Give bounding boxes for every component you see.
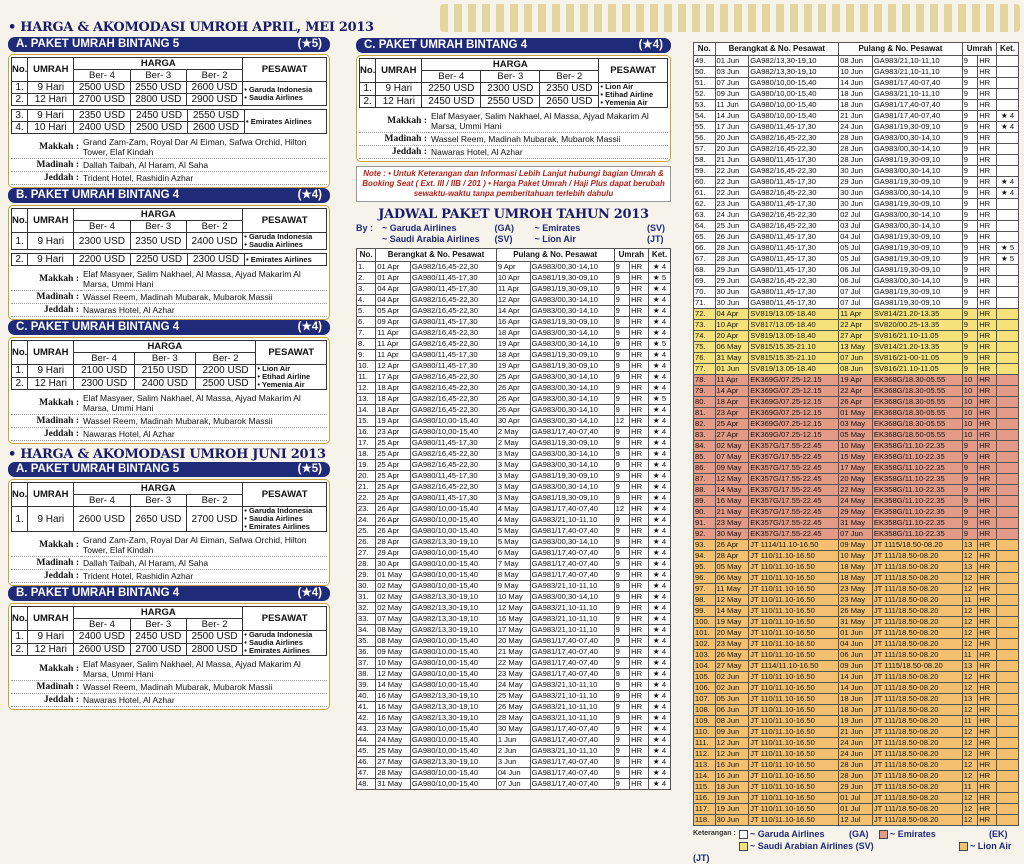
package-left-jun_b — [8, 586, 330, 710]
schedule-row: 87. 12 May EK357G/17.55-22.45 20 May EK358G/11.10-22.35 9 HR — [694, 474, 1019, 485]
schedule-row: 31. 02 May GA982/13,30-19,10 10 May GA983/00,30-14,10 9 HR ★ 4 — [357, 592, 671, 603]
package-title-bar: C. PAKET UMRAH BINTANG 4 (★4) — [8, 320, 330, 335]
hotel-row-makkah: Makkah : Grand Zam-Zam, Royal Dar Al Eiman, Safwa Orchid, Hilton Tower, Elaf Kindah — [11, 136, 327, 159]
schedule-row: 35. 08 May GA980/10,00-15,40 20 May GA981/17,40-07,40 9 HR ★ 4 — [357, 636, 671, 647]
hotel-row-makkah: Makkah : Elaf Masyaer, Salim Nakhael, Al Massa, Ajyad Makarim Al Marsa, Ummi Hani — [11, 268, 327, 291]
airline-cell: • Emirates Airlines — [245, 254, 327, 266]
schedule-row: 111. 12 Jun JT 110/11.10-16.50 24 Jun JT 111/18.50-08.20 12 HR — [694, 738, 1019, 749]
airline-cell: • Garuda Indonesia • Saudia Airlines — [243, 82, 327, 106]
schedule-row: 79. 14 Apr EK369G/07.25-12.15 22 Apr EK368G/18.30-05.55 10 HR — [694, 386, 1019, 397]
header-june: • HARGA & AKOMODASI UMROH JUNI 2013 — [8, 447, 326, 462]
schedule-row: 22. 25 Apr GA980/11,45-17,30 3 May GA981/19,30-09,10 9 HR ★ 4 — [357, 493, 671, 504]
left-column — [8, 0, 374, 710]
package-box — [8, 603, 330, 710]
schedule-row: 56. 20 Jun GA982/16,45-22,30 28 Jun GA983/00,30-14,10 9 HR — [694, 133, 1019, 144]
schedule-row: 27. 29 Apr GA980/10,00-15,40 6 May GA981/17,40-07,40 9 HR ★ 4 — [357, 548, 671, 559]
schedule-row: 100. 19 May JT 110/11.10-16.50 31 May JT 111/18.50-08.20 12 HR — [694, 617, 1019, 628]
schedule-row: 89. 16 May EK357G/17.55-22.45 24 May EK358G/11.10-22.35 9 HR — [694, 496, 1019, 507]
price-row: 2. 12 Hari 2450 USD 2550 USD 2650 USD — [360, 95, 668, 108]
legend: Keterangan : ~ Garuda Airlines (GA) ~ Emirates (EK) ~ Saudi Arabian Airlines (SV) ~ Lion Air (JT) — [693, 828, 1019, 864]
schedule-row: 63. 24 Jun GA982/16,45-22,30 02 Jul GA983/00,30-14,10 9 HR — [694, 210, 1019, 221]
schedule-row: 74. 20 Apr SV819/13.05-18.40 27 Apr SV816/21.10-11.05 9 HR — [694, 331, 1019, 342]
hotel-info — [359, 110, 668, 159]
hotel-row-makkah: Makkah : Grand Zam-Zam, Royal Dar Al Eiman, Safwa Orchid, Hilton Tower, Elaf Kindah — [11, 534, 327, 557]
legend-garuda: ~ Garuda Airlines — [739, 828, 849, 840]
schedule-row: 32. 02 May GA982/13,30-19,10 12 May GA983/21,10-11,10 9 HR ★ 4 — [357, 603, 671, 614]
hotel-info — [11, 136, 327, 185]
schedule-row: 59. 22 Jun GA982/16,45-22,30 30 Jun GA983/00,30-14,10 9 HR — [694, 166, 1019, 177]
price-table: No. UMRAH HARGA PESAWAT Ber- 4 Ber- 3 Ber- 2 1. 9 Hari 2400 USD 2450 USD 2500 USD • Garuda Indonesia • Saudia Airlines • Emirates Airlines 2. 12 Hari 2600 USD 2700 USD 2800 USD — [11, 606, 327, 656]
schedule-row: 105. 02 Jun JT 110/11.10-16.50 14 Jun JT 111/18.50-08.20 12 HR — [694, 672, 1019, 683]
schedule-row: 82. 25 Apr EK369G/07.25-12.15 03 May EK368G/18.30-05.55 10 HR — [694, 419, 1019, 430]
schedule-row: 101. 20 May JT 110/11.10-16.50 01 Jun JT 111/18.50-08.20 12 HR — [694, 628, 1019, 639]
airline-cell: • Garuda Indonesia • Saudia Airlines — [243, 233, 327, 250]
schedule-row: 34. 08 May GA982/13,30-19,10 17 May GA983/21,10-11,10 9 HR ★ 4 — [357, 625, 671, 636]
schedule-row: 115. 18 Jun JT 110/11.10-16.50 29 Jun JT 111/18.50-08.20 11 HR — [694, 782, 1019, 793]
hotel-row-madinah: Madinah : Wassel Reem, Madinah Mubarak, Mubarok Massii — [359, 133, 668, 146]
schedule-row: 107. 05 Jun JT 110/11.10-16.50 18 Jun JT 111/18.50-08.20 13 HR — [694, 694, 1019, 705]
package-box — [8, 337, 330, 444]
schedule-row: 26. 28 Apr GA982/13,30-19,10 5 May GA983/00,30-14,10 9 HR ★ 4 — [357, 537, 671, 548]
schedule-row: 29. 01 May GA980/10,00-15,40 8 May GA981/17,40-07,40 9 HR ★ 4 — [357, 570, 671, 581]
schedule-row: 86. 09 May EK357G/17.55-22.45 17 May EK358G/11.10-22.35 9 HR — [694, 463, 1019, 474]
legend-emirates: ~ Emirates — [879, 828, 989, 840]
price-row: 1. 9 Hari 2600 USD 2650 USD 2700 USD • Garuda Indonesia • Saudia Airlines • Emirates Airlines — [12, 507, 327, 532]
airline-cell: • Lion Air • Etihad Airline • Yemenia Air — [599, 83, 668, 108]
schedule-row: 10. 12 Apr GA980/11,45-17,30 19 Apr GA981/19,30-09,10 9 HR ★ 4 — [357, 361, 671, 372]
schedule-row: 46. 27 May GA982/13,30-19,10 3 Jun GA981/17,40-07,40 9 HR ★ 4 — [357, 757, 671, 768]
schedule-row: 109. 08 Jun JT 110/11.10-16.50 19 Jun JT 111/18.50-08.20 11 HR — [694, 716, 1019, 727]
schedule-row: 6. 09 Apr GA980/11,45-17,30 16 Apr GA981/19,30-09,10 9 HR ★ 4 — [357, 317, 671, 328]
schedule-row: 15. 19 Apr GA980/10,00-15,40 30 Apr GA983/00,30-14,10 12 HR ★ 4 — [357, 416, 671, 427]
schedule-row: 117. 19 Jun JT 110/11.10-16.50 01 Jul JT 111/18.50-08.20 12 HR — [694, 804, 1019, 815]
schedule-row: 55. 17 Jun GA980/11,45-17,30 24 Jun GA981/19,30-09,10 9 HR ★ 4 — [694, 122, 1019, 133]
schedule-row: 118. 30 Jun JT 110/11.10-16.50 12 Jul JT 111/18.50-08.20 12 HR — [694, 815, 1019, 826]
schedule-row: 77. 01 Jun SV819/13.05-18.40 08 Jun SV816/21.10-11.05 9 HR — [694, 364, 1019, 375]
hotel-row-madinah: Madinah : Dallah Taibah, Al Haram, Al Saha — [11, 159, 327, 172]
hotel-row-jeddah: Jeddah : Nawaras Hotel, Al Azhar — [11, 428, 327, 441]
airline-cell: • Garuda Indonesia • Saudia Airlines • Emirates Airlines — [243, 631, 327, 656]
airline-cell: • Lion Air • Etihad Airline • Yemenia Air — [256, 365, 327, 390]
package-title-bar: B. PAKET UMRAH BINTANG 4 (★4) — [8, 188, 330, 203]
price-table-2 — [11, 253, 327, 266]
schedule-row: 94. 28 Apr JT 110/11.10-16.50 10 May JT 111/18.50-08.20 12 HR — [694, 551, 1019, 562]
schedule-row: 20. 25 Apr GA980/11,45-17,30 3 May GA981/19,30-09,10 9 HR ★ 4 — [357, 471, 671, 482]
schedule-row: 49. 01 Jun GA982/13,30-19,10 08 Jun GA983/21,10-11,10 9 HR — [694, 56, 1019, 67]
schedule-row: 41. 16 May GA982/13,30-19,10 26 May GA983/21,10-11,10 9 HR ★ 4 — [357, 702, 671, 713]
price-table: No. UMRAH HARGA PESAWAT Ber- 4 Ber- 3 Ber- 2 1. 9 Hari 2100 USD 2150 USD 2200 USD • Lion Air • Etihad Airline • Yemenia Air 2. 12 Hari 2300 USD 2400 USD 2500 USD — [11, 340, 327, 390]
schedule-row: 48. 31 May GA980/10,00-15,40 07 Jun GA981/17,40-07,40 9 HR ★ 4 — [357, 779, 671, 790]
schedule-row: 75. 06 May SV815/15.35-21.10 13 May SV814/21.20-13.35 9 HR — [694, 342, 1019, 353]
schedule-row: 43. 23 May GA980/10,00-15,40 30 May GA981/17,40-07,40 9 HR ★ 4 — [357, 724, 671, 735]
schedule-row: 24. 26 Apr GA980/10,00-15,40 4 May GA983/21,10-11,10 9 HR ★ 4 — [357, 515, 671, 526]
schedule-row: 97. 11 May JT 110/11.10-16.50 23 May JT 111/18.50-08.20 12 HR — [694, 584, 1019, 595]
hotel-row-jeddah: Jeddah : Nawaras Hotel, Al Azhar — [359, 146, 668, 159]
schedule-row: 103. 26 May JT 110/11.10-16.50 06 Jun JT 111/18.50-08.20 11 HR — [694, 650, 1019, 661]
schedule-row: 114. 16 Jun JT 110/11.10-16.50 28 Jun JT 111/18.50-08.20 12 HR — [694, 771, 1019, 782]
schedule-row: 116. 19 Jun JT 110/11.10-16.50 01 Jul JT 111/18.50-08.20 12 HR — [694, 793, 1019, 804]
schedule-row: 92. 30 May EK357G/17.55-22.45 07 Jun EK358G/11.10-22.35 9 HR — [694, 529, 1019, 540]
price-table: No. UMRAH HARGA PESAWAT Ber- 4 Ber- 3 Ber- 2 1. 9 Hari 2250 USD 2300 USD 2350 USD • Lion Air • Etihad Airline • Yemenia Air 2. 12 Hari 2450 USD 2550 USD 2650 USD — [359, 58, 668, 108]
hotel-row-madinah: Madinah : Wassel Reem, Madinah Mubarak, Mubarok Massii — [11, 415, 327, 428]
package-left-jun_a — [8, 462, 330, 586]
schedule-row: 5. 05 Apr GA982/16,45-22,30 14 Apr GA983/00,30-14,10 9 HR ★ 4 — [357, 306, 671, 317]
schedule-row: 108. 06 Jun JT 110/11.10-16.50 18 Jun JT 111/18.50-08.20 12 HR — [694, 705, 1019, 716]
schedule-row: 18. 25 Apr GA982/16,45-22,30 3 May GA983/00,30-14,10 9 HR ★ 4 — [357, 449, 671, 460]
schedule-row: 23. 26 Apr GA980/10,00-15,40 4 May GA981/17,40-07,40 12 HR ★ 4 — [357, 504, 671, 515]
price-row: 1. 9 Hari 2100 USD 2150 USD 2200 USD • Lion Air • Etihad Airline • Yemenia Air — [12, 365, 327, 378]
schedule-row: 3. 04 Apr GA980/11,45-17,30 11 Apr GA981/19,30-09,10 9 HR ★ 4 — [357, 284, 671, 295]
hotel-row-jeddah: Jeddah : Nawaras Hotel, Al Azhar — [11, 694, 327, 707]
schedule-row: 12. 18 Apr GA982/16,45-22,30 26 Apr GA983/00,30-14,10 9 HR ★ 4 — [357, 383, 671, 394]
package-left-pkg_a — [8, 37, 330, 188]
schedule-row: 51. 07 Jun GA980/10,00-15,40 14 Jun GA981/17,40-07,40 9 HR — [694, 78, 1019, 89]
hotel-row-madinah: Madinah : Wassel Reem, Madinah Mubarak, Mubarok Massii — [11, 681, 327, 694]
schedule-row: 60. 22 Jun GA980/11,45-17,30 29 Jun GA981/19,30-09,10 9 HR ★ 4 — [694, 177, 1019, 188]
hotel-info — [11, 392, 327, 441]
schedule-row: 99. 14 May JT 110/11.10-16.50 26 May JT 111/18.50-08.20 12 HR — [694, 606, 1019, 617]
schedule-row: 95. 05 May JT 110/11.10-16.50 18 May JT 111/18.50-08.20 13 HR — [694, 562, 1019, 573]
hotel-row-madinah: Madinah : Dallah Taibah, Al Haram, Al Saha — [11, 557, 327, 570]
schedule-row: 90. 21 May EK357G/17.55-22.45 29 May EK358G/11.10-22.35 9 HR — [694, 507, 1019, 518]
schedule-row: 88. 14 May EK357G/17.55-22.45 22 May EK358G/11.10-22.35 9 HR — [694, 485, 1019, 496]
note-box: Note : • Untuk Keterangan dan Informasi Lebih Lanjut hubungi bagian Umrah & Booking Seat ( Ext. III / IIB / 201 ) • Harga Paket Umrah / Haji Plus dapat berubah sewaktu-waktu tanpa pemberitahuan terlebih dahulu — [356, 166, 671, 202]
schedule-row: 33. 07 May GA982/13,30-19,10 16 May GA983/21,10-11,10 9 HR ★ 4 — [357, 614, 671, 625]
package-box — [8, 479, 330, 586]
package-mid-pkg_c — [356, 38, 671, 162]
schedule-row: 47. 28 May GA980/10,00-15,40 04 Jun GA981/17,40-07,40 9 HR ★ 4 — [357, 768, 671, 779]
schedule-row: 65. 26 Jun GA980/11,45-17,30 04 Jul GA981/19,30-09,10 9 HR — [694, 232, 1019, 243]
package-title-bar: A. PAKET UMRAH BINTANG 5 (★5) — [8, 462, 330, 477]
schedule-row: 112. 12 Jun JT 110/11.10-16.50 24 Jun JT 111/18.50-08.20 12 HR — [694, 749, 1019, 760]
schedule-row: 68. 29 Jun GA980/11,45-17,30 06 Jul GA981/19,30-09,10 9 HR — [694, 265, 1019, 276]
schedule-row: 78. 11 Apr EK369G/07.25-12.15 19 Apr EK368G/18.30-05.55 10 HR — [694, 375, 1019, 386]
hotel-info — [11, 534, 327, 583]
schedule-row: 50. 03 Jun GA982/13,30-19,10 10 Jun GA983/21,10-11,10 9 HR — [694, 67, 1019, 78]
schedule-row: 37. 10 May GA980/10,00-15,40 22 May GA981/17,40-07,40 9 HR ★ 4 — [357, 658, 671, 669]
schedule-row: 36. 09 May GA980/10,00-15,40 21 May GA981/17,40-07,40 9 HR ★ 4 — [357, 647, 671, 658]
schedule-row: 8. 11 Apr GA982/16,45-22,30 19 Apr GA983/00,30-14,10 9 HR ★ 5 — [357, 339, 671, 350]
schedule-row: 104. 27 May JT 1114/11.10-16.50 09 Jun JT 1115/18.50-08.20 13 HR — [694, 661, 1019, 672]
schedule-row: 110. 09 Jun JT 110/11.10-16.50 21 Jun JT 111/18.50-08.20 12 HR — [694, 727, 1019, 738]
schedule-row: 40. 16 May GA982/13,30-19,10 25 May GA983/21,10-11,10 9 HR ★ 4 — [357, 691, 671, 702]
price-row: 3. 9 Hari 2350 USD 2450 USD 2550 USD • Emirates Airlines — [12, 110, 327, 122]
schedule-row: 73. 10 Apr SV817/13.05-18.40 22 Apr SV820/00.25-13.35 9 HR — [694, 320, 1019, 331]
schedule-row: 25. 26 Apr GA980/10,00-15,40 5 May GA981/17,40-07,40 9 HR ★ 4 — [357, 526, 671, 537]
price-row: 2. 12 Hari 2700 USD 2800 USD 2900 USD — [12, 94, 327, 106]
package-box — [8, 54, 330, 188]
hotel-info — [11, 658, 327, 707]
schedule-row: 83. 27 Apr EK369G/07.25-12.15 05 May EK368G/18.50-05.55 10 HR — [694, 430, 1019, 441]
schedule-row: 4. 04 Apr GA982/16,45-22,30 12 Apr GA983/00,30-14,10 9 HR ★ 4 — [357, 295, 671, 306]
schedule-row: 16. 23 Apr GA980/10,00-15,40 2 May GA981/17,40-07,40 9 HR ★ 4 — [357, 427, 671, 438]
schedule-title: JADWAL PAKET UMROH TAHUN 2013 — [378, 207, 649, 222]
airline-cell: • Emirates Airlines — [245, 110, 327, 134]
schedule-row: 81. 23 Apr EK369G/07.25-12.15 01 May EK368G/18.30-05.55 10 HR — [694, 408, 1019, 419]
schedule-row: 102. 23 May JT 110/11.10-16.50 04 Jun JT 111/18.50-08.20 12 HR — [694, 639, 1019, 650]
airline-cell: • Garuda Indonesia • Saudia Airlines • Emirates Airlines — [243, 507, 327, 532]
schedule-row: 54. 14 Jun GA980/10,00-15,40 21 Jun GA981/17,40-07,40 9 HR ★ 4 — [694, 111, 1019, 122]
price-table-2 — [11, 109, 327, 134]
price-row: 4. 10 Hari 2400 USD 2500 USD 2600 USD — [12, 122, 327, 134]
schedule-row: 52. 09 Jun GA980/10,00-15,40 18 Jun GA983/21,10-11,10 9 HR — [694, 89, 1019, 100]
schedule-row: 13. 18 Apr GA982/16,45-22,30 26 Apr GA983/00,30-14,10 9 HR ★ 5 — [357, 394, 671, 405]
price-table: No. UMRAH HARGA PESAWAT Ber- 4 Ber- 3 Ber- 2 1. 9 Hari 2600 USD 2650 USD 2700 USD • Garuda Indonesia • Saudia Airlines • Emirates Airlines — [11, 482, 327, 532]
carrier-list: By : ~ Garuda Airlines (GA) ~ Emirates (SV) ~ Saudi Arabia Airlines (SV) ~ Lion Air (JT) — [356, 223, 665, 244]
schedule-row: 91. 23 May EK357G/17.55-22.45 31 May EK358G/11.10-22.35 9 HR — [694, 518, 1019, 529]
hotel-row-jeddah: Jeddah : Trident Hotel, Rashidin Azhar — [11, 172, 327, 185]
schedule-row: 14. 18 Apr GA982/16,45-22,30 26 Apr GA983/00,30-14,10 9 HR ★ 4 — [357, 405, 671, 416]
middle-column — [356, 0, 671, 790]
schedule-row: 84. 02 May EK357G/17.55-22.45 10 May EK358G/11.10-22.35 9 HR — [694, 441, 1019, 452]
package-title-bar: B. PAKET UMRAH BINTANG 4 (★4) — [8, 586, 330, 601]
price-row: 1. 9 Hari 2500 USD 2550 USD 2600 USD • Garuda Indonesia • Saudia Airlines — [12, 82, 327, 94]
legend-lion: ~ Lion Air — [959, 840, 1015, 852]
schedule-row: 98. 12 May JT 110/11.10-16.50 23 May JT 111/18.50-08.20 11 HR — [694, 595, 1019, 606]
package-title-bar: A. PAKET UMRAH BINTANG 5 (★5) — [8, 37, 330, 52]
schedule-row: 67. 28 Jun GA980/11,45-17,30 05 Jul GA981/19,30-09,10 9 HR ★ 5 — [694, 254, 1019, 265]
schedule-table-apr-may: No. Berangkat & No. Pesawat Pulang & No. Pesawat Umrah Ket. 1. 01 Apr GA982/16,45-22,30 9 Apr GA983/00,30-14,10 9 HR ★ 4 2. 01 Apr GA980/11,45-17,30 10 Apr GA981/19,30-09,10 9 HR ★ 5 3. 04 Apr GA980/11,45-17,30 11 Apr GA981/19,30-09,10 9 HR ★ 4 4. 04 Apr GA982/16,45-22,30 12 Apr GA983/00,30-14,10 9 HR ★ 4 5. 05 Apr GA982/16,45-22,30 14 Apr GA983/00,30-14,10 9 HR ★ 4 6. 09 Apr GA980/11,45-17,30 16 Apr GA981/19,30-09,10 9 HR ★ 4 7. 11 Apr GA982/16,45-22,30 18 Apr GA983/00,30-14,10 9 HR ★ 4 8. 11 Apr GA982/16,45-22,30 19 Apr GA983/00,30-14,10 9 HR ★ 5 9. 11 Apr GA980/11,45-17,30 18 Apr GA981/19,30-09,10 9 HR ★ 4 10. 12 Apr GA980/11,45-17,30 19 Apr GA981/19,30-09,10 9 HR ★ 4 11. 17 Apr GA982/16,45-22,30 25 Apr GA983/00,30-14,10 9 HR ★ 4 12. 18 Apr GA982/16,45-22,30 26 Apr GA983/00,30-14,10 9 HR ★ 4 13. 18 Apr GA982/16,45-22,30 26 Apr GA983/00,30-14,10 9 HR ★ 5 14. 18 Apr GA982/16,45-22,30 26 Apr GA983/00,30-14,10 9 HR ★ 4 15. 19 Apr GA980/10,00-15,40 30 Apr GA983/00,30-14,10 12 HR ★ 4 16. 23 Apr GA980/10,00-15,40 2 May GA981/17,40-07,40 9 HR ★ 4 17. 25 Apr GA980/11,45-17,30 2 May GA981/19,30-09,10 9 HR ★ 4 18. 25 Apr GA982/16,45-22,30 3 May GA983/00,30-14,10 9 HR ★ 4 19. 25 Apr GA982/16,45-22,30 3 May GA983/00,30-14,10 9 HR ★ 4 20. 25 Apr GA980/11,45-17,30 3 May GA981/19,30-09,10 9 HR ★ 4 21. 25 Apr GA982/16,45-22,30 3 May GA983/00,30-14,10 9 HR ★ 4 22. 25 Apr GA980/11,45-17,30 3 May GA981/19,30-09,10 9 HR ★ 4 23. 26 Apr GA980/10,00-15,40 4 May GA981/17,40-07,40 12 HR ★ 4 24. 26 Apr GA980/10,00-15,40 4 May GA983/21,10-11,10 9 HR ★ 4 25. 26 Apr GA980/10,00-15,40 5 May GA981/17,40-07,40 9 HR ★ 4 26. 28 Apr GA982/13,30-19,10 5 May GA983/00,30-14,10 9 HR ★ 4 27. 29 Apr GA980/10,00-15,40 6 May GA981/17,40-07,40 9 HR ★ 4 28. 30 Apr GA980/10,00-15,40 7 May GA981/17,40-07,40 9 HR ★ 4 29. 01 May GA980/10,00-15,40 8 May GA981/17,40-07,40 9 HR ★ 4 30. 02 May GA980/10,00-15,40 9 May GA983/21,10-11,10 9 HR ★ 4 31. 02 May GA982/13,30-19,10 10 May GA983/00,30-14,10 9 HR ★ 4 32. 02 May GA982/13,30-19,10 12 May GA983/21,10-11,10 9 HR ★ 4 33. 07 May GA982/13,30-19,10 16 May GA983/21,10-11,10 9 HR ★ 4 34. 08 May GA982/13,30-19,10 17 May GA983/21,10-11,10 9 HR ★ 4 35. 08 May GA980/10,00-15,40 20 May GA981/17,40-07,40 9 HR ★ 4 36. 09 May GA980/10,00-15,40 21 May GA981/17,40-07,40 9 HR ★ 4 37. 10 May GA980/10,00-15,40 22 May GA981/17,40-07,40 9 HR ★ 4 38. 12 May GA980/10,00-15,40 23 May GA981/17,40-07,40 9 HR ★ 4 39. 14 May GA980/10,00-15,40 24 May GA983/21,10-11,10 9 HR ★ 4 40. 16 May GA982/13,30-19,10 25 May GA983/21,10-11,10 9 HR ★ 4 41. 16 May GA982/13,30-19,10 26 May GA983/21,10-11,10 9 HR ★ 4 42. 16 May GA982/13,30-19,10 28 May GA983/21,10-11,10 9 HR ★ 4 43. 23 May GA980/10,00-15,40 30 May GA981/17,40-07,40 9 HR ★ 4 44. 24 May GA980/10,00-15,40 1 Jun GA981/17,40-07,40 9 HR ★ 4 45. 25 May GA980/10,00-15,40 2 Jun GA983/21,10-11,10 9 HR ★ 4 46. 27 May GA982/13,30-19,10 3 Jun GA981/17,40-07,40 9 HR ★ 4 47. 28 May GA980/10,00-15,40 04 Jun GA981/17,40-07,40 9 HR ★ 4 48. 31 May GA980/10,00-15,40 07 Jun GA981/17,40-07,40 9 HR ★ 4 — [356, 248, 671, 790]
schedule-row: 42. 16 May GA982/13,30-19,10 28 May GA983/21,10-11,10 9 HR ★ 4 — [357, 713, 671, 724]
schedule-row: 61. 22 Jun GA982/16,45-22,30 30 Jun GA983/00,30-14,10 9 HR ★ 4 — [694, 188, 1019, 199]
schedule-row: 21. 25 Apr GA982/16,45-22,30 3 May GA983/00,30-14,10 9 HR ★ 4 — [357, 482, 671, 493]
schedule-row: 71. 30 Jun GA980/11,45-17,30 07 Jul GA981/19,30-09,10 9 HR — [694, 298, 1019, 309]
package-left-pkg_b — [8, 188, 330, 320]
schedule-row: 1. 01 Apr GA982/16,45-22,30 9 Apr GA983/00,30-14,10 9 HR ★ 4 — [357, 262, 671, 273]
hotel-info — [11, 268, 327, 317]
schedule-row: 19. 25 Apr GA982/16,45-22,30 3 May GA983/00,30-14,10 9 HR ★ 4 — [357, 460, 671, 471]
schedule-row: 58. 21 Jun GA980/11,45-17,30 28 Jun GA981/19,30-09,10 9 HR — [694, 155, 1019, 166]
schedule-row: 66. 28 Jun GA980/11,45-17,30 05 Jul GA981/19,30-09,10 9 HR ★ 5 — [694, 243, 1019, 254]
schedule-row: 106. 02 Jun JT 110/11.10-16.50 14 Jun JT 111/18.50-08.20 12 HR — [694, 683, 1019, 694]
header-april-may: • HARGA & AKOMODASI UMROH APRIL, MEI 2013 — [8, 20, 374, 35]
schedule-row: 28. 30 Apr GA980/10,00-15,40 7 May GA981/17,40-07,40 9 HR ★ 4 — [357, 559, 671, 570]
schedule-row: 2. 01 Apr GA980/11,45-17,30 10 Apr GA981/19,30-09,10 9 HR ★ 5 — [357, 273, 671, 284]
schedule-table-jun: No. Berangkat & No. Pesawat Pulang & No. Pesawat Umrah Ket. 49. 01 Jun GA982/13,30-19,10 08 Jun GA983/21,10-11,10 9 HR 50. 03 Jun GA982/13,30-19,10 10 Jun GA983/21,10-11,10 9 HR 51. 07 Jun GA980/10,00-15,40 14 Jun GA981/17,40-07,40 9 HR 52. 09 Jun GA980/10,00-15,40 18 Jun GA983/21,10-11,10 9 HR 53. 11 Jun GA980/10,00-15,40 18 Jun GA981/17,40-07,40 9 HR 54. 14 Jun GA980/10,00-15,40 21 Jun GA981/17,40-07,40 9 HR ★ 4 55. 17 Jun GA980/11,45-17,30 24 Jun GA981/19,30-09,10 9 HR ★ 4 56. 20 Jun GA982/16,45-22,30 28 Jun GA983/00,30-14,10 9 HR 57. 20 Jun GA982/16,45-22,30 28 Jun GA983/00,30-14,10 9 HR 58. 21 Jun GA980/11,45-17,30 28 Jun GA981/19,30-09,10 9 HR 59. 22 Jun GA982/16,45-22,30 30 Jun GA983/00,30-14,10 9 HR 60. 22 Jun GA980/11,45-17,30 29 Jun GA981/19,30-09,10 9 HR ★ 4 61. 22 Jun GA982/16,45-22,30 30 Jun GA983/00,30-14,10 9 HR ★ 4 62. 23 Jun GA980/11,45-17,30 30 Jun GA981/19,30-09,10 9 HR 63. 24 Jun GA982/16,45-22,30 02 Jul GA983/00,30-14,10 9 HR 64. 25 Jun GA982/16,45-22,30 03 Jul GA983/00,30-14,10 9 HR 65. 26 Jun GA980/11,45-17,30 04 Jul GA981/19,30-09,10 9 HR 66. 28 Jun GA980/11,45-17,30 05 Jul GA981/19,30-09,10 9 HR ★ 5 67. 28 Jun GA980/11,45-17,30 05 Jul GA981/19,30-09,10 9 HR ★ 5 68. 29 Jun GA980/11,45-17,30 06 Jul GA981/19,30-09,10 9 HR 69. 29 Jun GA982/16,45-22,30 06 Jul GA983/00,30-14,10 9 HR 70. 30 Jun GA980/11,45-17,30 07 Jul GA981/19,30-09,10 9 HR 71. 30 Jun GA980/11,45-17,30 07 Jul GA981/19,30-09,10 9 HR 72. 04 Apr SV819/13.05-18.40 11 Apr SV814/21.20-13.35 9 HR 73. 10 Apr SV817/13.05-18.40 22 Apr SV820/00.25-13.35 9 HR 74. 20 Apr SV819/13.05-18.40 27 Apr SV816/21.10-11.05 9 HR 75. 06 May SV815/15.35-21.10 13 May SV814/21.20-13.35 9 HR 76. 31 May SV815/15.35-21.10 07 Jun SV816/21-00-11.05 9 HR 77. 01 Jun SV819/13.05-18.40 08 Jun SV816/21.10-11.05 9 HR 78. 11 Apr EK369G/07.25-12.15 19 Apr EK368G/18.30-05.55 10 HR 79. 14 Apr EK369G/07.25-12.15 22 Apr EK368G/18.30-05.55 10 HR 80. 18 Apr EK369G/07.25-12.15 26 Apr EK368G/18.30-05.55 10 HR 81. 23 Apr EK369G/07.25-12.15 01 May EK368G/18.30-05.55 10 HR 82. 25 Apr EK369G/07.25-12.15 03 May EK368G/18.30-05.55 10 HR 83. 27 Apr EK369G/07.25-12.15 05 May EK368G/18.50-05.55 10 HR 84. 02 May EK357G/17.55-22.45 10 May EK358G/11.10-22.35 9 HR 85. 07 May EK357G/17.55-22.45 15 May EK358G/11.10-22.35 9 HR 86. 09 May EK357G/17.55-22.45 17 May EK358G/11.10-22.35 9 HR 87. 12 May EK357G/17.55-22.45 20 May EK358G/11.10-22.35 9 HR 88. 14 May EK357G/17.55-22.45 22 May EK358G/11.10-22.35 9 HR 89. 16 May EK357G/17.55-22.45 24 May EK358G/11.10-22.35 9 HR 90. 21 May EK357G/17.55-22.45 29 May EK358G/11.10-22.35 9 HR 91. 23 May EK357G/17.55-22.45 31 May EK358G/11.10-22.35 9 HR 92. 30 May EK357G/17.55-22.45 07 Jun EK358G/11.10-22.35 9 HR 93. 26 Apr JT 1114/11.10-16.50 09 May JT 1115/18.50-08.20 13 HR 94. 28 Apr JT 110/11.10-16.50 10 May JT 111/18.50-08.20 12 HR 95. 05 May JT 110/11.10-16.50 18 May JT 111/18.50-08.20 13 HR 96. 06 May JT 110/11.10-16.50 18 May JT 111/18.50-08.20 12 HR 97. 11 May JT 110/11.10-16.50 23 May JT 111/18.50-08.20 12 HR 98. 12 May JT 110/11.10-16.50 23 May JT 111/18.50-08.20 11 HR 99. 14 May JT 110/11.10-16.50 26 May JT 111/18.50-08.20 12 HR 100. 19 May JT 110/11.10-16.50 31 May JT 111/18.50-08.20 12 HR 101. 20 May JT 110/11.10-16.50 01 Jun JT 111/18.50-08.20 12 HR 102. 23 May JT 110/11.10-16.50 04 Jun JT 111/18.50-08.20 12 HR 103. 26 May JT 110/11.10-16.50 06 Jun JT 111/18.50-08.20 11 HR 104. 27 May JT 1114/11.10-16.50 09 Jun JT 1115/18.50-08.20 13 HR 105. 02 Jun JT 110/11.10-16.50 14 Jun JT 111/18.50-08.20 12 HR 106. 02 Jun JT 110/11.10-16.50 14 Jun JT 111/18.50-08.20 12 HR 107. 05 Jun JT 110/11.10-16.50 18 Jun JT 111/18.50-08.20 13 HR 108. 06 Jun JT 110/11.10-16.50 18 Jun JT 111/18.50-08.20 12 HR 109. 08 Jun JT 110/11.10-16.50 19 Jun JT 111/18.50-08.20 11 HR 110. 09 Jun JT 110/11.10-16.50 21 Jun JT 111/18.50-08.20 12 HR 111. 12 Jun JT 110/11.10-16.50 24 Jun JT 111/18.50-08.20 12 HR 112. 12 Jun JT 110/11.10-16.50 24 Jun JT 111/18.50-08.20 12 HR 113. 16 Jun JT 110/11.10-16.50 28 Jun JT 111/18.50-08.20 12 HR 114. 16 Jun JT 110/11.10-16.50 28 Jun JT 111/18.50-08.20 12 HR 115. 18 Jun JT 110/11.10-16.50 29 Jun JT 111/18.50-08.20 11 HR 116. 19 Jun JT 110/11.10-16.50 01 Jul JT 111/18.50-08.20 12 HR 117. 19 Jun JT 110/11.10-16.50 01 Jul JT 111/18.50-08.20 12 HR 118. 30 Jun JT 110/11.10-16.50 12 Jul JT 111/18.50-08.20 12 HR — [693, 42, 1019, 826]
schedule-row: 7. 11 Apr GA982/16,45-22,30 18 Apr GA983/00,30-14,10 9 HR ★ 4 — [357, 328, 671, 339]
price-row: 1. 9 Hari 2250 USD 2300 USD 2350 USD • Lion Air • Etihad Airline • Yemenia Air — [360, 83, 668, 96]
hotel-row-makkah: Makkah : Elaf Masyaer, Salim Nakhael, Al Massa, Ajyad Makarim Al Marsa, Ummi Hani — [11, 658, 327, 681]
schedule-row: 53. 11 Jun GA980/10,00-15,40 18 Jun GA981/17,40-07,40 9 HR — [694, 100, 1019, 111]
hotel-row-jeddah: Jeddah : Trident Hotel, Rashidin Azhar — [11, 570, 327, 583]
price-row: 2. 12 Hari 2300 USD 2400 USD 2500 USD — [12, 377, 327, 390]
schedule-row: 9. 11 Apr GA980/11,45-17,30 18 Apr GA981/19,30-09,10 9 HR ★ 4 — [357, 350, 671, 361]
schedule-row: 70. 30 Jun GA980/11,45-17,30 07 Jul GA981/19,30-09,10 9 HR — [694, 287, 1019, 298]
schedule-row: 76. 31 May SV815/15.35-21.10 07 Jun SV816/21-00-11.05 9 HR — [694, 353, 1019, 364]
hotel-row-makkah: Makkah : Elaf Masyaer, Salim Nakhael, Al Massa, Ajyad Makarim Al Marsa, Ummi Hani — [359, 110, 668, 133]
package-box — [8, 205, 330, 320]
schedule-row: 45. 25 May GA980/10,00-15,40 2 Jun GA983/21,10-11,10 9 HR ★ 4 — [357, 746, 671, 757]
price-row: 1. 9 Hari 2300 USD 2350 USD 2400 USD • Garuda Indonesia • Saudia Airlines — [12, 233, 327, 250]
schedule-row: 96. 06 May JT 110/11.10-16.50 18 May JT 111/18.50-08.20 12 HR — [694, 573, 1019, 584]
hotel-row-makkah: Makkah : Elaf Masyaer, Salim Nakhael, Al Massa, Ajyad Makarim Al Marsa, Ummi Hani — [11, 392, 327, 415]
package-left-pkg_c — [8, 320, 330, 444]
schedule-row: 69. 29 Jun GA982/16,45-22,30 06 Jul GA983/00,30-14,10 9 HR — [694, 276, 1019, 287]
package-box — [356, 55, 671, 162]
schedule-row: 44. 24 May GA980/10,00-15,40 1 Jun GA981/17,40-07,40 9 HR ★ 4 — [357, 735, 671, 746]
schedule-row: 72. 04 Apr SV819/13.05-18.40 11 Apr SV814/21.20-13.35 9 HR — [694, 309, 1019, 320]
hotel-row-madinah: Madinah : Wassel Reem, Madinah Mubarak, Mubarok Massii — [11, 291, 327, 304]
price-row: 2. 12 Hari 2600 USD 2700 USD 2800 USD — [12, 643, 327, 656]
schedule-row: 17. 25 Apr GA980/11,45-17,30 2 May GA981/19,30-09,10 9 HR ★ 4 — [357, 438, 671, 449]
schedule-row: 85. 07 May EK357G/17.55-22.45 15 May EK358G/11.10-22.35 9 HR — [694, 452, 1019, 463]
right-column — [693, 0, 1019, 864]
price-table: No. UMRAH HARGA PESAWAT Ber- 4 Ber- 3 Ber- 2 1. 9 Hari 2300 USD 2350 USD 2400 USD • Garuda Indonesia • Saudia Airlines — [11, 208, 327, 250]
price-row: 2. 9 Hari 2200 USD 2250 USD 2300 USD • Emirates Airlines — [12, 254, 327, 266]
schedule-row: 39. 14 May GA980/10,00-15,40 24 May GA983/21,10-11,10 9 HR ★ 4 — [357, 680, 671, 691]
package-title-bar: C. PAKET UMRAH BINTANG 4 (★4) — [356, 38, 671, 53]
schedule-row: 38. 12 May GA980/10,00-15,40 23 May GA981/17,40-07,40 9 HR ★ 4 — [357, 669, 671, 680]
schedule-row: 30. 02 May GA980/10,00-15,40 9 May GA983/21,10-11,10 9 HR ★ 4 — [357, 581, 671, 592]
schedule-row: 57. 20 Jun GA982/16,45-22,30 28 Jun GA983/00,30-14,10 9 HR — [694, 144, 1019, 155]
schedule-row: 11. 17 Apr GA982/16,45-22,30 25 Apr GA983/00,30-14,10 9 HR ★ 4 — [357, 372, 671, 383]
schedule-row: 62. 23 Jun GA980/11,45-17,30 30 Jun GA981/19,30-09,10 9 HR — [694, 199, 1019, 210]
legend-saudia: ~ Saudi Arabian Airlines (SV) — [739, 840, 989, 852]
schedule-row: 93. 26 Apr JT 1114/11.10-16.50 09 May JT 1115/18.50-08.20 13 HR — [694, 540, 1019, 551]
schedule-row: 80. 18 Apr EK369G/07.25-12.15 26 Apr EK368G/18.30-05.55 10 HR — [694, 397, 1019, 408]
price-row: 1. 9 Hari 2400 USD 2450 USD 2500 USD • Garuda Indonesia • Saudia Airlines • Emirates Airlines — [12, 631, 327, 644]
schedule-row: 64. 25 Jun GA982/16,45-22,30 03 Jul GA983/00,30-14,10 9 HR — [694, 221, 1019, 232]
hotel-row-jeddah: Jeddah : Nawaras Hotel, Al Azhar — [11, 304, 327, 317]
schedule-row: 113. 16 Jun JT 110/11.10-16.50 28 Jun JT 111/18.50-08.20 12 HR — [694, 760, 1019, 771]
price-table: No. UMRAH HARGA PESAWAT Ber- 4 Ber- 3 Ber- 2 1. 9 Hari 2500 USD 2550 USD 2600 USD • Garuda Indonesia • Saudia Airlines 2. 12 Hari 2700 USD 2800 USD 2900 USD — [11, 57, 327, 106]
